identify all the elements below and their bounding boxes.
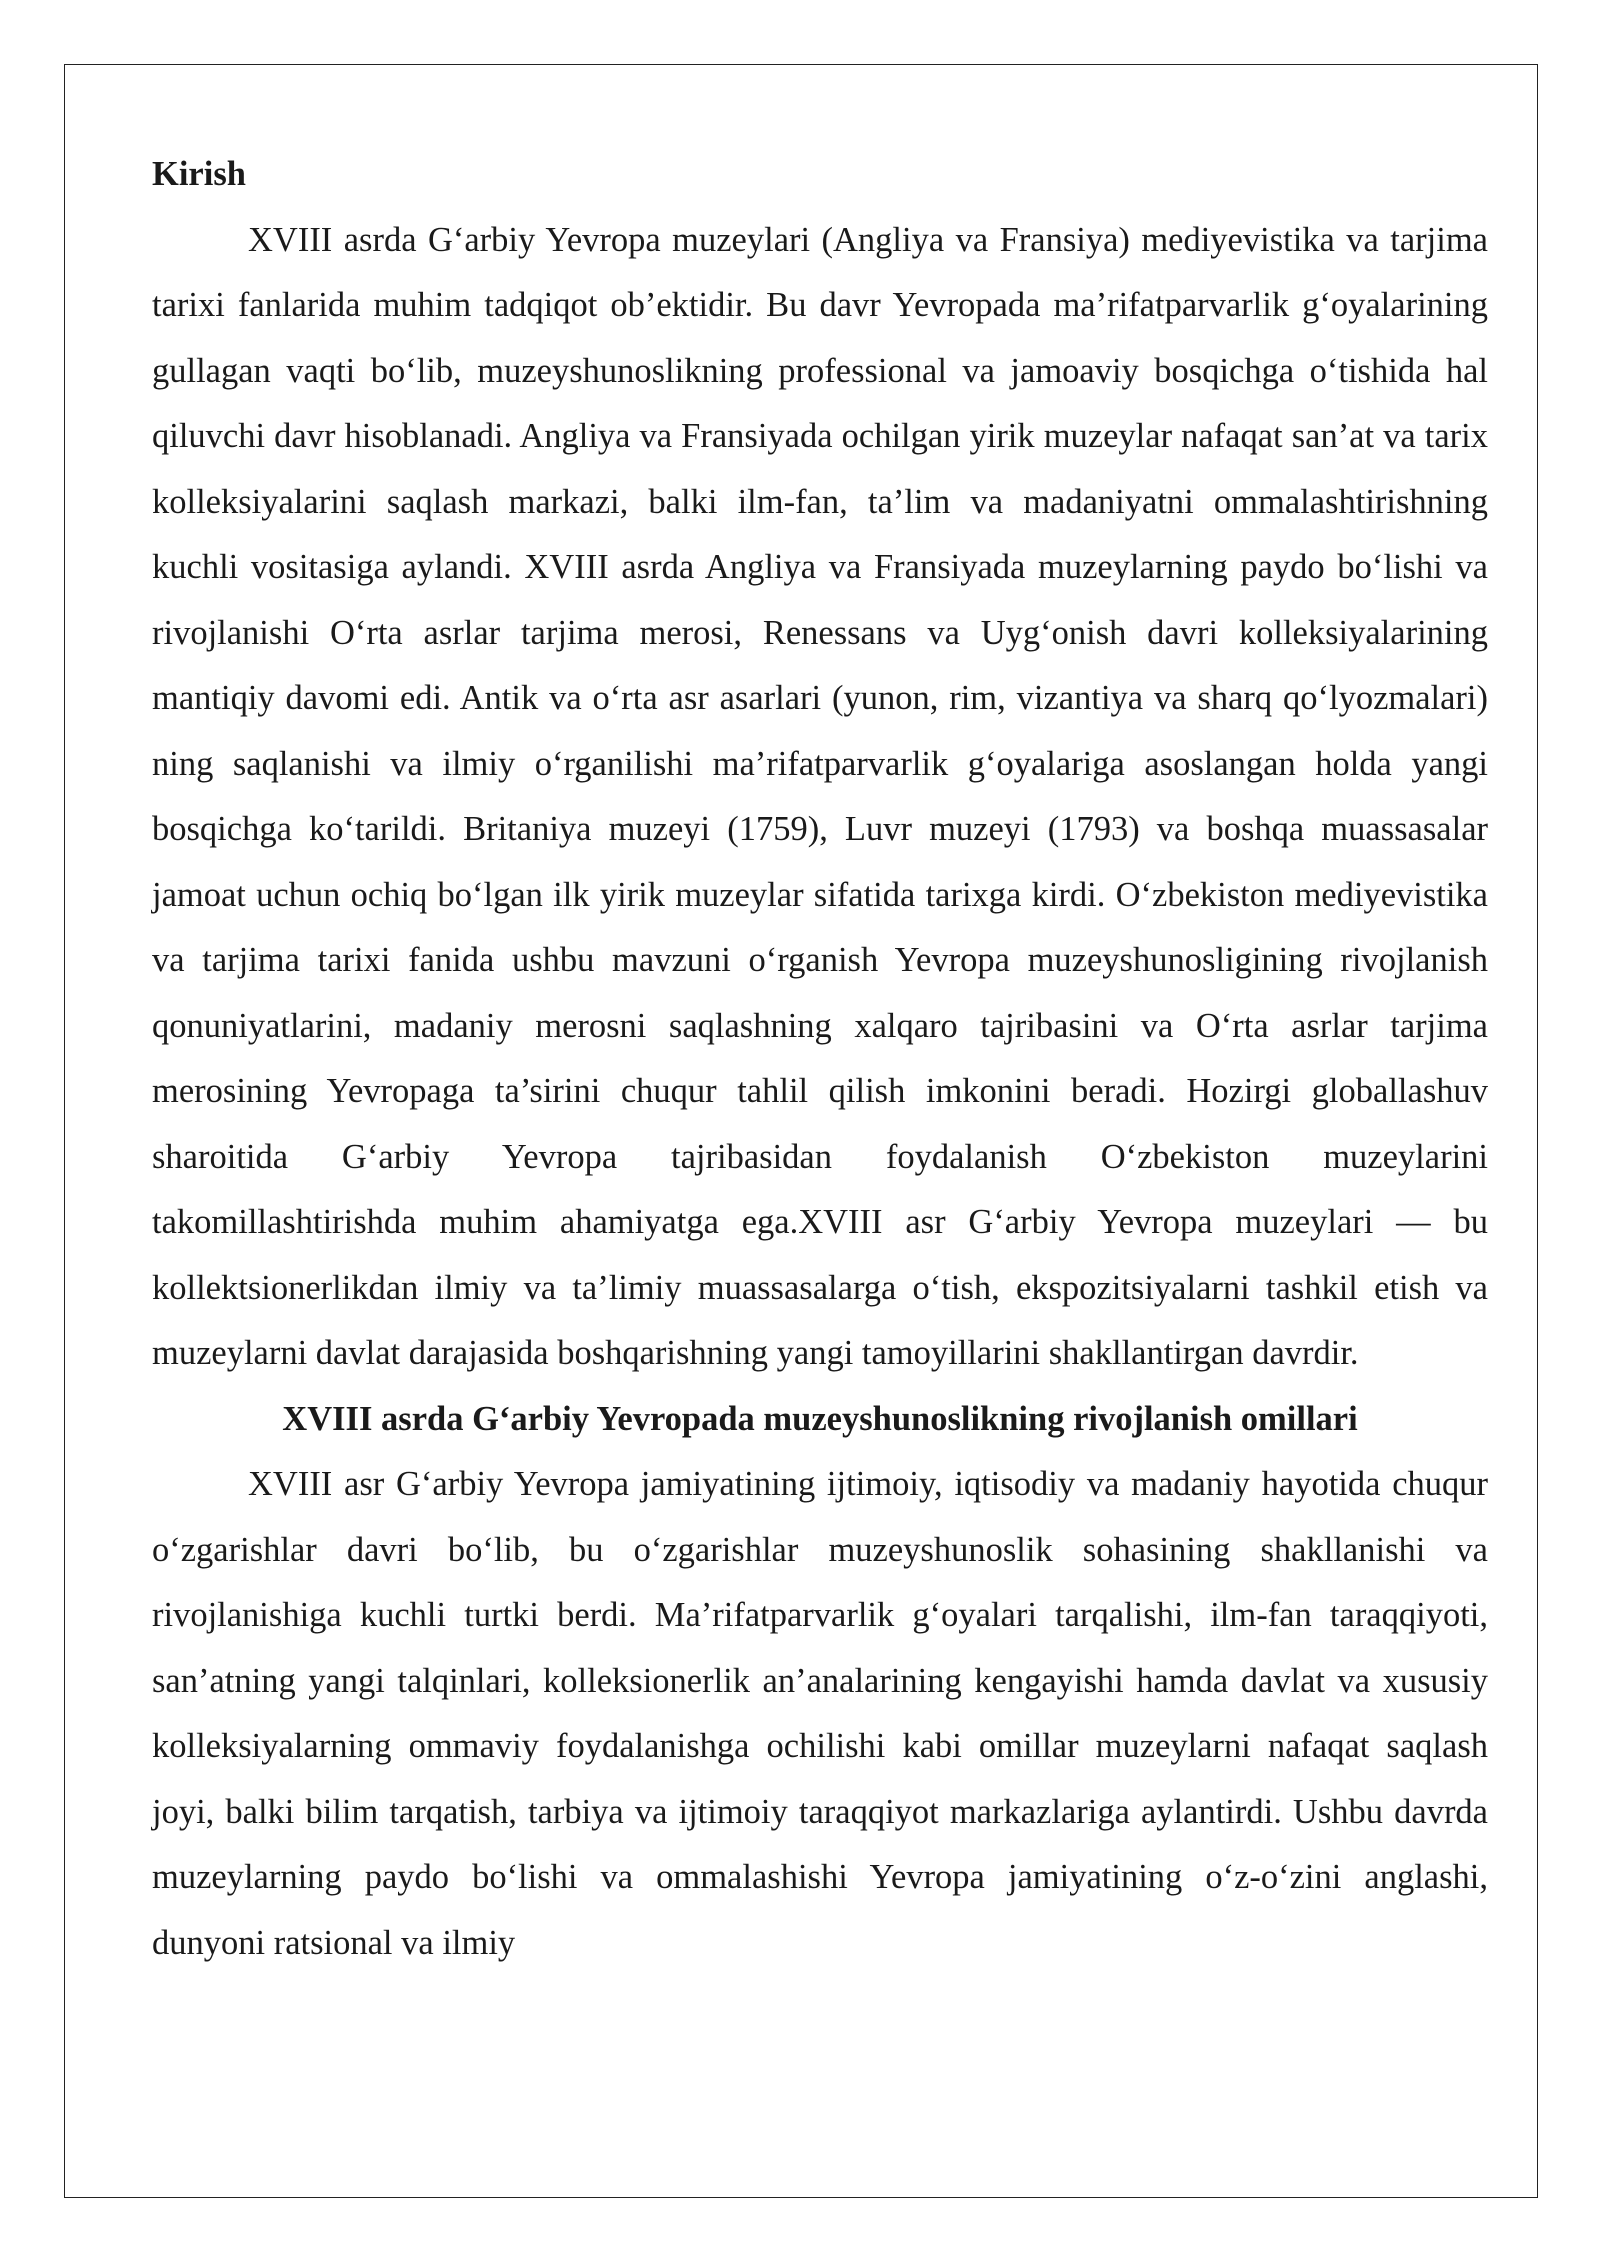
intro-heading: Kirish — [152, 155, 246, 193]
section-heading: XVIII asrda G‘arbiy Yevropada muzeyshunoslikning rivojlanish omillari — [282, 1399, 1358, 1438]
section-paragraph: XVIII asr G‘arbiy Yevropa jamiyatining ijtimoiy, iqtisodiy va madaniy hayotida chuqur o‘zgarishlar davri bo‘lib, bu o‘zgarishlar muzeyshunoslik sohasining shakllanishi va rivojlanishiga kuchli turtki berdi. Ma’rifatparvarlik g‘oyalari tarqalishi, ilm-fan taraqqiyoti, san’atning yangi talqinlari, kolleksionerlik an’analarining kengayishi hamda davlat va xususiy kolleksiyalarning ommaviy foydalanishga ochilishi kabi omillar muzeylarni nafaqat saqlash joyi, balki bilim tarqatish, tarbiya va ijtimoiy taraqqiyot markazlariga aylantirdi. Ushbu davrda muzeylarning paydo bo‘lishi va ommalashishi Yevropa jamiyatining o‘z-o‘zini anglashi, dunyoni ratsional va ilmiy — [152, 1465, 1488, 1962]
intro-paragraph: XVIII asrda G‘arbiy Yevropa muzeylari (Angliya va Fransiya) mediyevistika va tarjima tarixi fanlarida muhim tadqiqot ob’ektidir. Bu davr Yevropada ma’rifatparvarlik g‘oyalarining gullagan vaqti bo‘lib, muzeyshunoslikning professional va jamoaviy bosqichga o‘tishida hal qiluvchi davr hisoblanadi. Angliya va Fransiyada ochilgan yirik muzeylar nafaqat san’at va tarix kolleksiyalarini saqlash markazi, balki ilm-fan, ta’lim va madaniyatni ommalashtirishning kuchli vositasiga aylandi. XVIII asrda Angliya va Fransiyada muzeylarning paydo bo‘lishi va rivojlanishi O‘rta asrlar tarjima merosi, Renessans va Uyg‘onish davri kolleksiyalarining mantiqiy davomi edi. Antik va o‘rta asr asarlari (yunon, rim, vizantiya va sharq qo‘lyozmalari) ning saqlanishi va ilmiy o‘rganilishi ma’rifatparvarlik g‘oyalariga asoslangan holda yangi bosqichga ko‘tarildi. Britaniya muzeyi (1759), Luvr muzeyi (1793) va boshqa muassasalar jamoat uchun ochiq bo‘lgan ilk yirik muzeylar sifatida tarixga kirdi. O‘zbekiston mediyevistika va tarjima tarixi fanida ushbu mavzuni o‘rganish Yevropa muzeyshunosligining rivojlanish qonuniyatlarini, madaniy merosni saqlashning xalqaro tajribasini va O‘rta asrlar tarjima merosining Yevropaga ta’sirini chuqur tahlil qilish imkonini beradi. Hozirgi globallashuv sharoitida G‘arbiy Yevropa tajribasidan foydalanish O‘zbekiston muzeylarini takomillashtirishda muhim ahamiyatga ega.XVIII asr G‘arbiy Yevropa muzeylari — bu kollektsionerlikdan ilmiy va ta’limiy muassasalarga o‘tish, ekspozitsiyalarni tashkil etish va muzeylarni davlat darajasida boshqarishning yangi tamoyillarini shakllantirgan davrdir. — [152, 220, 1488, 1372]
document-body — [152, 142, 1488, 1976]
